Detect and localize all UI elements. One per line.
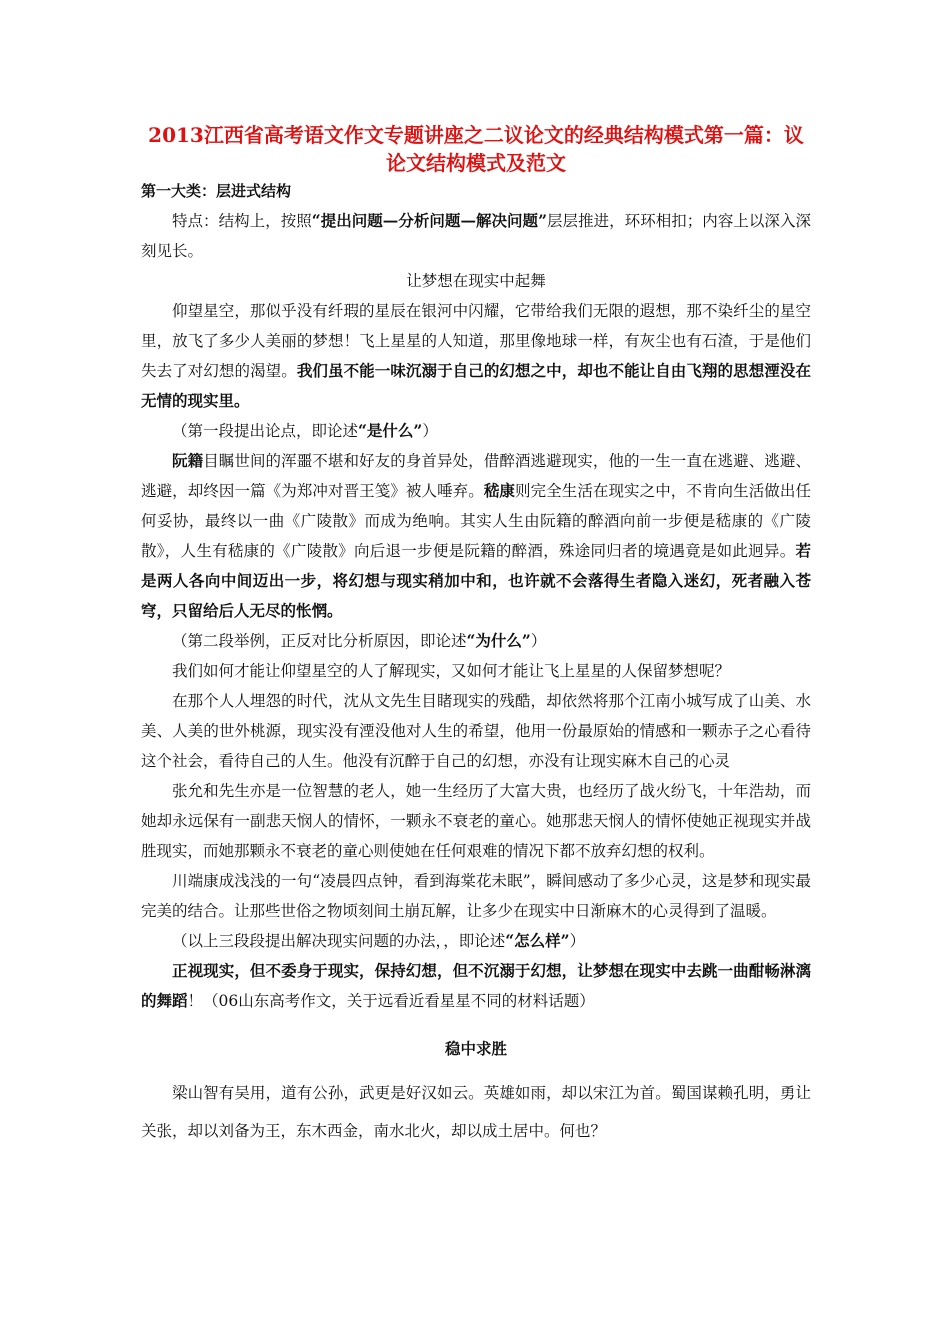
note1-text-b: “是什么” bbox=[358, 421, 423, 440]
essay1-p1-thesis: 我们虽不能一味沉溺于自己的幻想之中，却也不能让自由飞翔的思想湮没在无情的现实里。 bbox=[141, 361, 811, 410]
essay1-conclusion bbox=[141, 956, 811, 1016]
p2-text-c: 若是两人各向中间迈出一步，将幻想与现实稍加中和，也许就不会落得生者隐入迷幻，死者融入苍穹，只留给后人无尽的怅惘。 bbox=[141, 541, 811, 620]
essay1-paragraph-6: 川端康成浅浅的一句“凌晨四点钟，看到海棠花未眠”，瞬间感动了多少心灵，这是梦和现实最完美的结合。让那些世俗之物顷刻间土崩瓦解，让多少在现实中日渐麻木的心灵得到了温暖。 bbox=[141, 872, 811, 920]
note3-text-c: ） bbox=[569, 932, 586, 950]
essay1-note-1 bbox=[141, 416, 811, 446]
essay2-paragraph-1: 梁山智有吴用，道有公孙，武更是好汉如云。英雄如雨，却以宋江为首。蜀国谋赖孔明，勇让关张，却以刘备为王，东木西金，南水北火，却以成土居中。何也？ bbox=[141, 1084, 811, 1140]
feature-text-a: 特点：结构上，按照 bbox=[172, 212, 312, 230]
essay1-note-2 bbox=[141, 626, 811, 656]
section-heading: 第一大类：层进式结构 bbox=[141, 182, 292, 200]
essay1-paragraph-4: 在那个人人埋怨的时代，沈从文先生目睹现实的残酷，却依然将那个江南小城写成了山美、水美、人美的世外桃源，现实没有湮没他对人生的希望，他用一份最原始的情感和一颗赤子之心看待这个社会，看待自己的人生。他没有沉醉于自己的幻想，亦没有让现实麻木自己的心灵 bbox=[141, 692, 811, 770]
document-body bbox=[141, 176, 811, 1150]
essay1-paragraph-2 bbox=[141, 446, 811, 626]
note2-text-c: ） bbox=[530, 632, 547, 650]
p2-name-jikang: 嵇康 bbox=[483, 481, 515, 500]
document-title: 2013江西省高考语文作文专题讲座之二议论文的经典结构模式第一篇：议论文结构模式及范文 bbox=[148, 123, 804, 175]
essay1-note-3 bbox=[141, 926, 811, 956]
conclusion-source: ！（06山东高考作文，关于远看近看星星不同的材料话题） bbox=[187, 992, 595, 1010]
note2-text-b: “为什么” bbox=[466, 631, 531, 650]
essay2-title: 稳中求胜 bbox=[444, 1039, 507, 1058]
essay1-p1-text: 仰望星空，那似乎没有纤瑕的星辰在银河中闪耀，它带给我们无限的遐想，那不染纤尘的星空里，放飞了多少人美丽的梦想！飞上星星的人知道，那里像地球一样，有灰尘也有石渣，于是他们失去了对幻想的渴望。 bbox=[141, 302, 811, 380]
note1-text-a: （第一段提出论点，即论述 bbox=[172, 422, 359, 440]
feature-paragraph bbox=[141, 206, 811, 266]
p2-name-ruanji: 阮籍 bbox=[172, 451, 204, 470]
note3-text-b: “怎么样” bbox=[505, 931, 570, 950]
p2-text-b: 则完全生活在现实之中，不肯向生活做出任何妥协，最终以一曲《广陵散》而成为绝响。其实人生由阮籍的醉酒向前一步便是嵇康的《广陵散》，人生有嵇康的《广陵散》向后退一步便是阮籍的醉酒，殊途同归者的境遇竟是如此迥异。 bbox=[141, 482, 811, 560]
feature-text-b: “提出问题—分析问题—解决问题” bbox=[311, 211, 547, 230]
essay1-paragraph-1 bbox=[141, 296, 811, 416]
spacer bbox=[141, 1016, 811, 1034]
essay2-body bbox=[141, 1074, 811, 1150]
essay1-paragraph-3: 我们如何才能让仰望星空的人了解现实，又如何才能让飞上星星的人保留梦想呢？ bbox=[172, 662, 731, 680]
note3-text-a: （以上三段段提出解决现实问题的办法，，即论述 bbox=[172, 932, 506, 950]
feature-text-c: 层层推进，环环相扣；内容上以深入深刻见长。 bbox=[141, 212, 811, 260]
spacer bbox=[141, 1064, 811, 1074]
note2-text-a: （第二段举例，正反对比分析原因，即论述 bbox=[172, 632, 467, 650]
note1-text-c: ） bbox=[422, 422, 438, 440]
essay1-title: 让梦想在现实中起舞 bbox=[406, 272, 546, 290]
essay1-paragraph-5: 张允和先生亦是一位智慧的老人，她一生经历了大富大贵，也经历了战火纷飞，十年浩劫，而她却永远保有一副悲天悯人的情怀，一颗永不衰老的童心。她那悲天悯人的情怀使她正视现实并战胜现实，而她那颗永不衰老的童心则使她在任何艰难的情况下都不放弃幻想的权利。 bbox=[141, 782, 811, 860]
p2-text-a: 目瞩世间的浑噩不堪和好友的身首异处，借醉酒逃避现实，他的一生一直在逃避、逃避、逃避，却终因一篇《为郑冲对晋王笺》被人唾弃。 bbox=[141, 452, 811, 500]
conclusion-text: 正视现实，但不委身于现实，保持幻想，但不沉溺于幻想，让梦想在现实中去跳一曲酣畅淋漓的舞蹈 bbox=[141, 961, 811, 1010]
